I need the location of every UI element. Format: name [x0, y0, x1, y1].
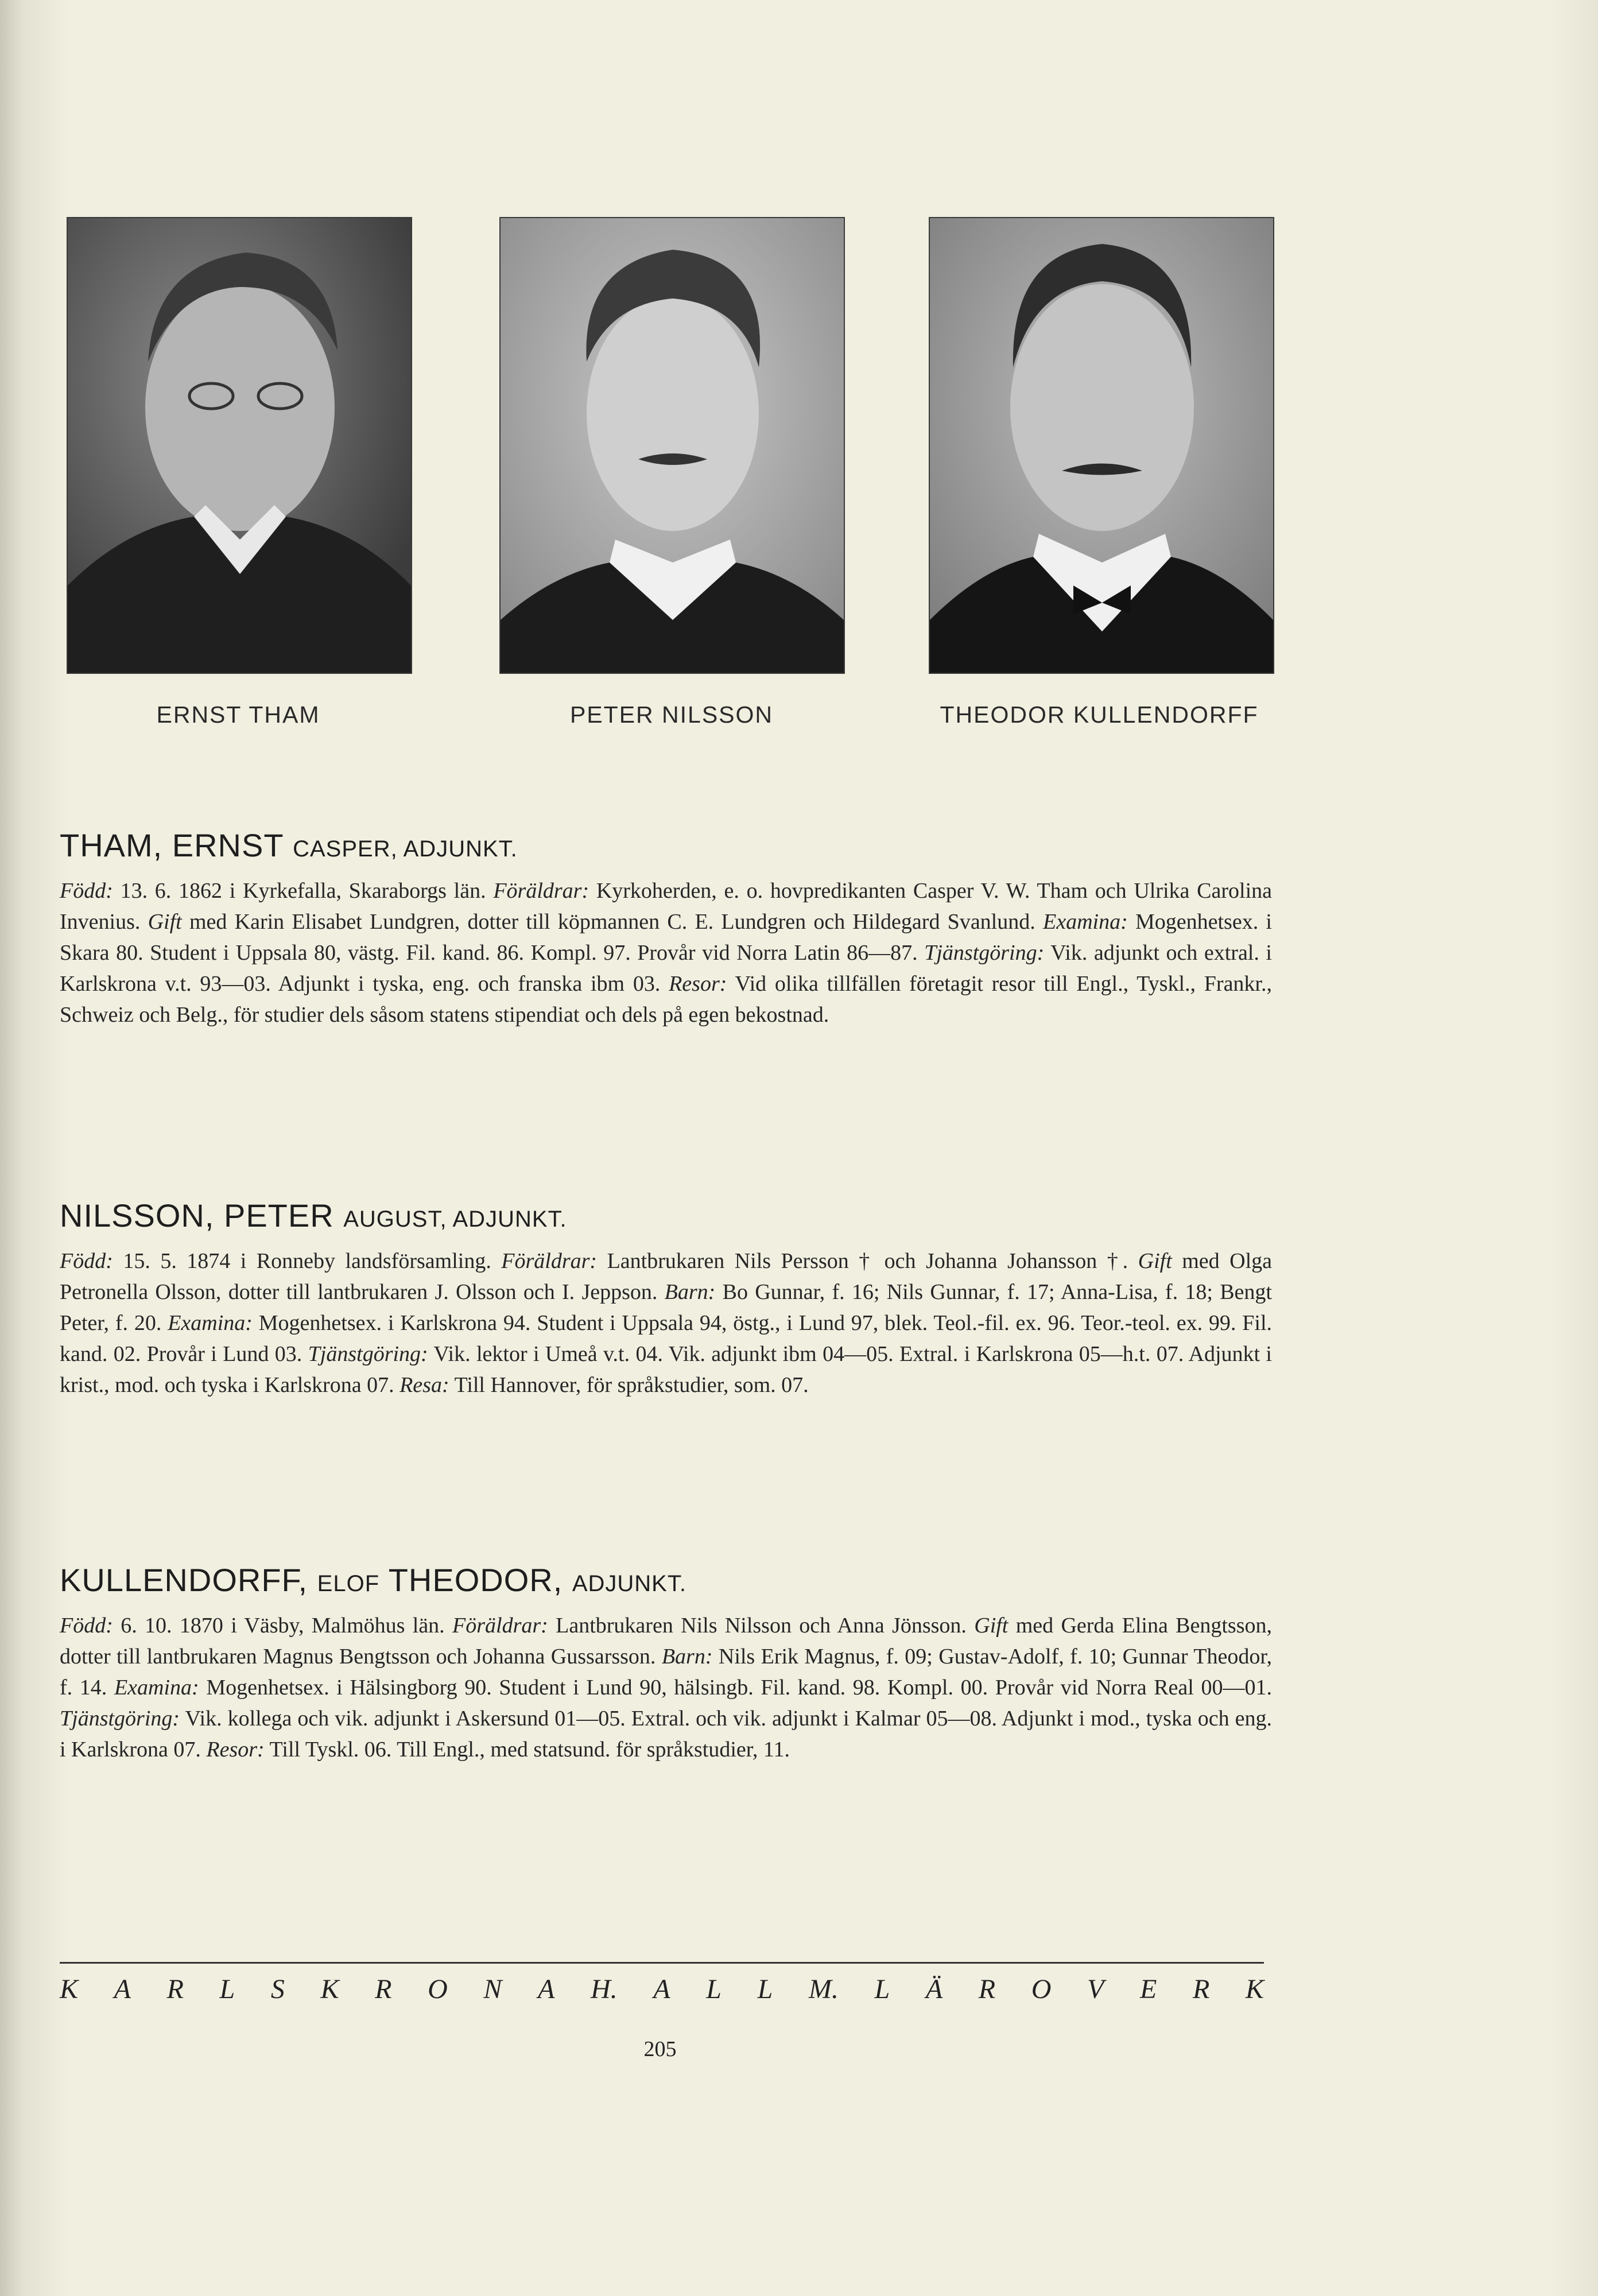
field-label: Resor: [669, 972, 727, 996]
running-footer [60, 1973, 1264, 2005]
footer-letter: O [428, 1974, 448, 2004]
entry-heading [60, 827, 1272, 864]
field-text: med Gerda Elina Bengtsson, dotter till lantbrukaren Magnus Bengtsson och Johanna Gussarsson. [60, 1614, 1272, 1669]
footer-letter: R [375, 1974, 392, 2004]
field-label: Resor: [206, 1737, 265, 1762]
field-text: Mogenhetsex. i Skara 80. Student i Uppsala 80, västg. Fil. kand. 86. Kompl. 97. Provår vid Norra Latin 86—87. [60, 910, 1272, 965]
footer-letter: A [538, 1974, 555, 2004]
footer-letter: A [114, 1974, 131, 2004]
biography-entry-nilsson [60, 1197, 1272, 1401]
field-text: Vik. adjunkt och extral. i Karlskrona v.t. 93—03. Adjunkt i tyska, eng. och franska ibm 03. [60, 941, 1272, 996]
field-label: Föräldrar: [493, 879, 589, 903]
field-label: Resa: [400, 1373, 449, 1397]
field-text: Mogenhetsex. i Hälsingborg 90. Student i Lund 90, hälsingb. Fil. kand. 98. Kompl. 00. Provår vid Norra Real 00—01. [199, 1676, 1273, 1700]
entry-role-middle: ELOF [317, 1571, 380, 1596]
field-text: Mogenhetsex. i Karlskrona 94. Student i Uppsala 94, östg., i Lund 97, blek. Teol.-fil. ex. 96. Teor.-teol. ex. 99. Fil. kand. 02. Provår i Lund 03. [60, 1311, 1272, 1366]
entry-role: CASPER, ADJUNKT. [293, 836, 518, 862]
field-label: Tjänstgöring: [60, 1707, 180, 1731]
field-text: Vik. kollega och vik. adjunkt i Askersund 01—05. Extral. och vik. adjunkt i Kalmar 05—08. Adjunkt i mod., tyska och eng. i Karlskrona 07. [60, 1707, 1272, 1762]
portrait-photo-theodor-kullendorff [929, 217, 1274, 674]
entry-name: THAM, ERNST [60, 827, 284, 863]
footer-letter: V [1087, 1974, 1104, 2004]
entry-name-second: THEODOR, [388, 1562, 563, 1598]
footer-letter: E [1139, 1974, 1157, 2004]
footer-letter: K [1245, 1974, 1264, 2004]
page-number: 205 [643, 2037, 677, 2061]
field-text: Nils Erik Magnus, f. 09; Gustav-Adolf, f. 10; Gunnar Theodor, f. 14. [60, 1645, 1272, 1700]
field-label: Examina: [168, 1311, 253, 1335]
footer-letter: H. [590, 1974, 618, 2004]
field-label: Examina: [1042, 910, 1128, 934]
field-label: Tjänstgöring: [308, 1342, 428, 1366]
field-label: Examina: [114, 1676, 199, 1700]
portrait-photo-peter-nilsson [499, 217, 845, 674]
footer-letter: K [60, 1974, 79, 2004]
field-text: Kyrkoherden, e. o. hovpredikanten Casper V. W. Tham och Ulrika Carolina Invenius. [60, 879, 1272, 934]
footer-letter: O [1031, 1974, 1052, 2004]
field-text: Lantbrukaren Nils Persson † och Johanna Johansson †. [597, 1249, 1138, 1273]
field-text: med Karin Elisabet Lundgren, dotter till köpmannen C. E. Lundgren och Hildegard Svanlund. [181, 910, 1043, 934]
footer-letter: K [320, 1974, 339, 2004]
footer-letter: L [219, 1974, 235, 2004]
field-text: med Olga Petronella Olsson, dotter till lantbrukaren J. Olsson och I. Jeppson. [60, 1249, 1272, 1304]
field-label: Tjänstgöring: [924, 941, 1045, 965]
footer-letter: R [978, 1974, 996, 2004]
entry-role: ADJUNKT. [572, 1571, 686, 1596]
field-label: Gift [1138, 1249, 1172, 1273]
entry-name: KULLENDORFF, [60, 1562, 308, 1598]
footer-letter: L [706, 1974, 722, 2004]
field-text: 13. 6. 1862 i Kyrkefalla, Skaraborgs län. [113, 879, 494, 903]
photo-caption: THEODOR KULLENDORFF [940, 701, 1259, 728]
field-text: Till Tyskl. 06. Till Engl., med statsund. för språkstudier, 11. [264, 1737, 790, 1762]
footer-letter: M. [808, 1974, 839, 2004]
field-label: Föräldrar: [452, 1614, 548, 1638]
entry-body [60, 1246, 1272, 1401]
portrait-image [501, 218, 844, 673]
footer-letter: N [483, 1974, 502, 2004]
entry-name: NILSSON, PETER [60, 1197, 334, 1234]
footer-letter: R [166, 1974, 184, 2004]
field-label: Född: [60, 1614, 113, 1638]
field-label: Gift [974, 1614, 1009, 1638]
footer-letter: A [653, 1974, 670, 2004]
footer-letter: R [1192, 1974, 1210, 2004]
portrait-image [68, 218, 411, 673]
biography-entry-kullendorff [60, 1561, 1272, 1765]
entry-heading [60, 1197, 1272, 1234]
field-text: Vid olika tillfällen företagit resor till Engl., Tyskl., Frankr., Schweiz och Belg., för studier dels såsom statens stipendiat och dels på egen bekostnad. [60, 972, 1272, 1027]
photo-caption: PETER NILSSON [569, 701, 774, 728]
footer-letter: S [270, 1974, 285, 2004]
photo-caption: ERNST THAM [156, 701, 320, 728]
field-text: Till Hannover, för språkstudier, som. 07. [449, 1373, 809, 1397]
field-label: Gift [148, 910, 182, 934]
footer-rule [60, 1962, 1264, 1964]
field-label: Född: [60, 879, 113, 903]
field-text: 6. 10. 1870 i Väsby, Malmöhus län. [113, 1614, 453, 1638]
portrait-photo-ernst-tham [67, 217, 412, 674]
footer-letter: L [874, 1974, 890, 2004]
field-label: Barn: [661, 1645, 713, 1669]
footer-letter: L [757, 1974, 773, 2004]
entry-body [60, 1610, 1272, 1765]
entry-heading [60, 1561, 1272, 1599]
field-text: Lantbrukaren Nils Nilsson och Anna Jönsson. [548, 1614, 975, 1638]
entry-role: AUGUST, ADJUNKT. [343, 1207, 567, 1232]
footer-letter: Ä [925, 1974, 943, 2004]
field-label: Barn: [664, 1280, 716, 1304]
field-text: 15. 5. 1874 i Ronneby landsförsamling. [113, 1249, 502, 1273]
field-label: Född: [60, 1249, 113, 1273]
field-text: Bo Gunnar, f. 16; Nils Gunnar, f. 17; Anna-Lisa, f. 18; Bengt Peter, f. 20. [60, 1280, 1272, 1335]
field-text: Vik. lektor i Umeå v.t. 04. Vik. adjunkt ibm 04—05. Extral. i Karlskrona 05—h.t. 07. Adjunkt i krist., mod. och tyska i Karlskrona 07. [60, 1342, 1272, 1397]
biography-entry-tham [60, 827, 1272, 1030]
portrait-image [930, 218, 1273, 673]
entry-body [60, 875, 1272, 1030]
field-label: Föräldrar: [501, 1249, 598, 1273]
